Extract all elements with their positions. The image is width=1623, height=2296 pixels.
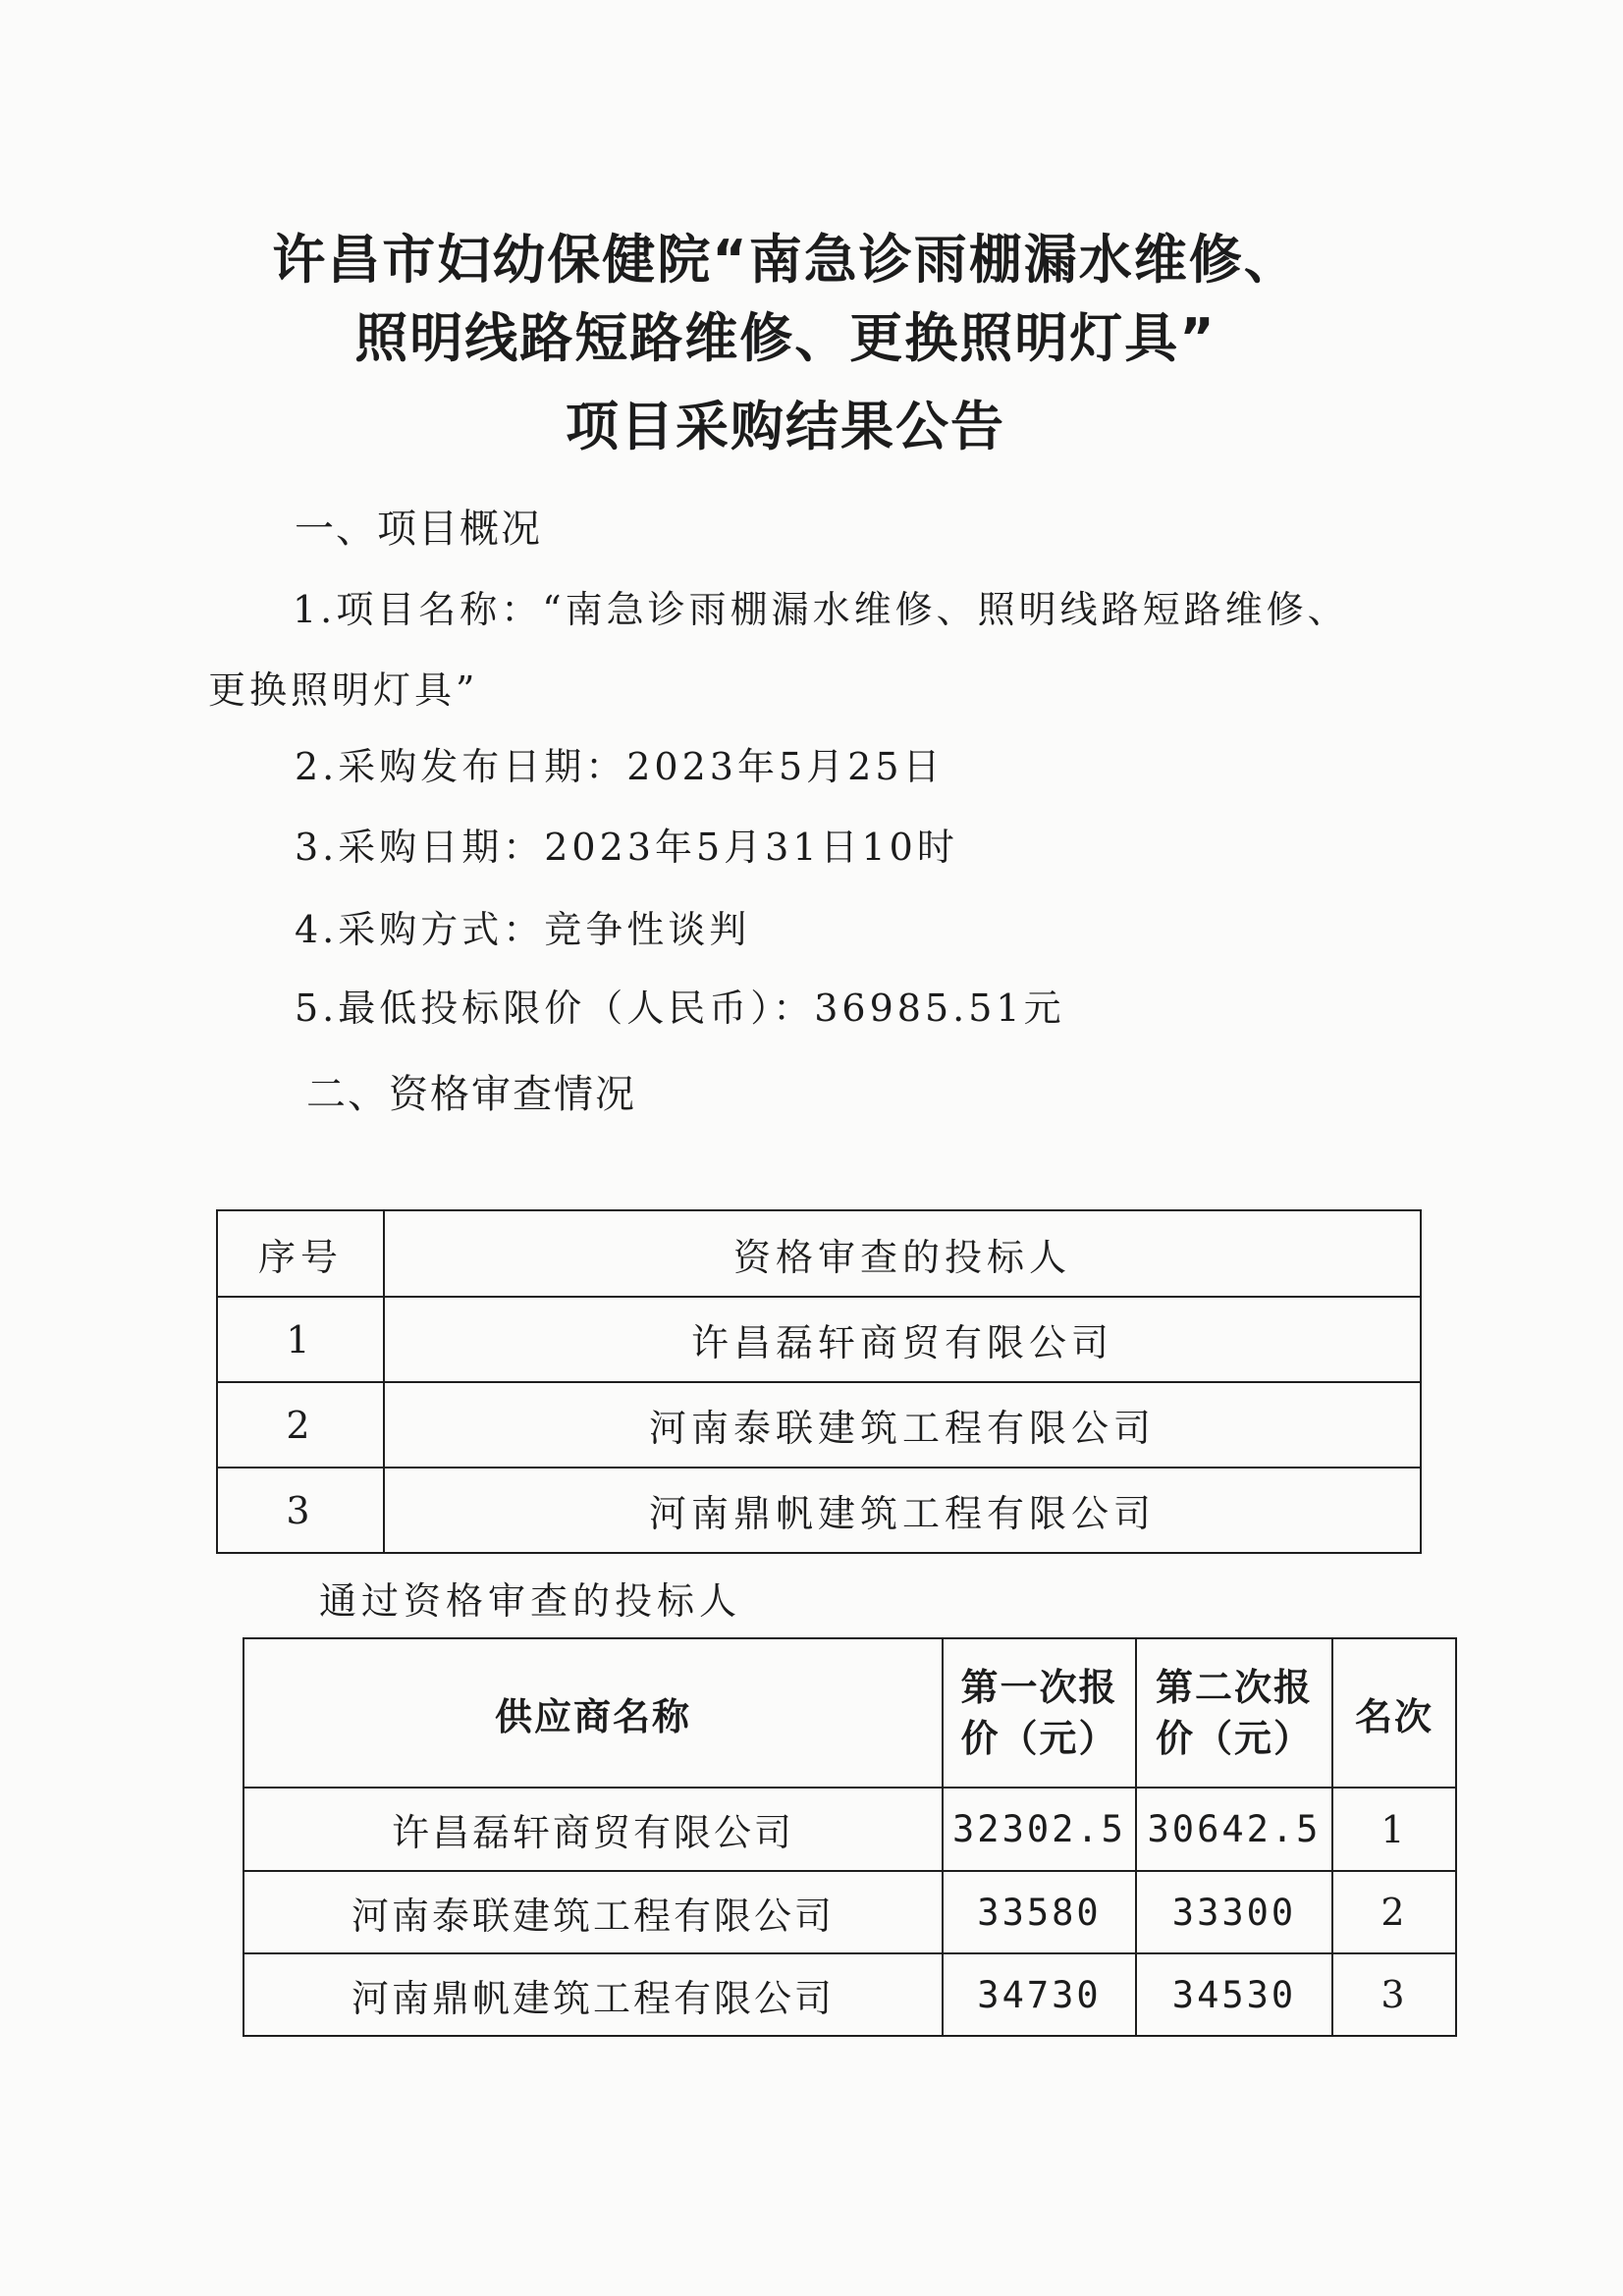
supplier-name: 许昌磊轩商贸有限公司: [243, 1788, 943, 1871]
header-first-price: [943, 1638, 1136, 1788]
passed-bidders-label: 通过资格审查的投标人: [319, 1579, 742, 1623]
bid-result-table: [243, 1637, 1457, 2037]
header-second-price-line-1: 第二次报: [1155, 1666, 1313, 1709]
header-first-price-line-1: 第一次报: [960, 1666, 1118, 1709]
first-price: 33580: [943, 1871, 1136, 1953]
second-price: 34530: [1136, 1953, 1332, 2036]
project-name-line-1: 1.项目名称：“南急诊雨棚漏水维修、照明线路短路维修、: [293, 588, 1349, 631]
price-limit: 5.最低投标限价（人民币）：36985.51元: [295, 987, 1065, 1030]
project-name-line-2: 更换照明灯具”: [208, 668, 479, 712]
row-bidder: 河南泰联建筑工程有限公司: [384, 1382, 1421, 1468]
header-no: 序号: [217, 1210, 384, 1297]
release-date: 2.采购发布日期：2023年5月25日: [295, 745, 945, 788]
procurement-method: 4.采购方式：竞争性谈判: [295, 908, 751, 951]
first-price: 34730: [943, 1953, 1136, 2036]
supplier-name: 河南泰联建筑工程有限公司: [243, 1871, 943, 1953]
title-line-2: 照明线路短路维修、更换照明灯具”: [354, 307, 1217, 369]
header-bidder: 资格审查的投标人: [384, 1210, 1421, 1297]
table-header-row: [243, 1638, 1456, 1788]
table-row: [243, 1871, 1456, 1953]
table-header-row: [217, 1210, 1421, 1297]
table-row: [217, 1297, 1421, 1382]
title-line-1: 许昌市妇幼保健院“南急诊雨棚漏水维修、: [272, 229, 1299, 291]
title-line-3: 项目采购结果公告: [566, 396, 1005, 457]
section-2-heading: 二、资格审查情况: [306, 1072, 636, 1117]
row-bidder: 许昌磊轩商贸有限公司: [384, 1297, 1421, 1382]
header-second-price: [1136, 1638, 1332, 1788]
rank: 3: [1332, 1953, 1456, 2036]
procurement-date: 3.采购日期：2023年5月31日10时: [295, 826, 958, 869]
table-row: [217, 1468, 1421, 1553]
table-row: [243, 1953, 1456, 2036]
row-no: 1: [217, 1297, 384, 1382]
header-second-price-line-2: 价（元）: [1155, 1717, 1313, 1760]
row-no: 3: [217, 1468, 384, 1553]
table-row: [217, 1382, 1421, 1468]
header-supplier: 供应商名称: [243, 1638, 943, 1788]
row-bidder: 河南鼎帆建筑工程有限公司: [384, 1468, 1421, 1553]
second-price: 30642.5: [1136, 1788, 1332, 1871]
rank: 2: [1332, 1871, 1456, 1953]
header-rank: 名次: [1332, 1638, 1456, 1788]
second-price: 33300: [1136, 1871, 1332, 1953]
row-no: 2: [217, 1382, 384, 1468]
supplier-name: 河南鼎帆建筑工程有限公司: [243, 1953, 943, 2036]
section-1-heading: 一、项目概况: [295, 507, 542, 552]
first-price: 32302.5: [943, 1788, 1136, 1871]
header-first-price-line-2: 价（元）: [960, 1717, 1118, 1760]
qualification-table: [216, 1209, 1422, 1554]
rank: 1: [1332, 1788, 1456, 1871]
table-row: [243, 1788, 1456, 1871]
